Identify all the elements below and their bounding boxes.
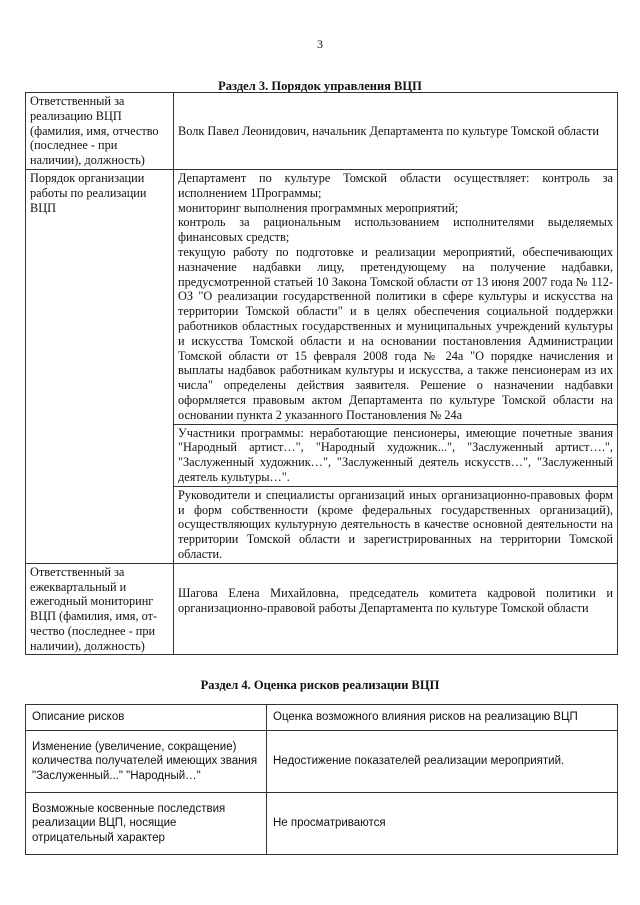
risks-table <box>25 704 618 855</box>
page-number: 3 <box>317 37 323 51</box>
org-paragraph: Департамент по культуре Томской области осуществляет: контроль за исполнением 1Программы; <box>178 170 613 200</box>
section-4-title: Раздел 4. Оценка рисков реализации ВЦП <box>200 678 440 692</box>
risk-description: Возможные косвенные последствия реализации ВЦП, носящие отрицательный характер <box>26 793 267 855</box>
org-paragraph: текущую работу по подготовке и реализации мероприятий, обеспечивающих назначение надбавки лицу, претендующему на получение надбавки, предусмотренной статьей 10 Закона Томской области от 13 июня 2007 года № 112-ОЗ "О реализации государственной политики в сфере культуры и искусства на территории Томской области" и в целях обеспечения социальной поддержки работников областных государственных и муниципальных учреждений культуры и искусства Томской области и на основании постановления Администрации Томской области от 15 февраля 2008 года № 24а "О порядке начисления и выплаты надбавок работникам культуры и искусства, а также пенсионерам из их числа" определены действия заявителя. Решение о назначении надбавки оформляется правовым актом Департамента по культуре Томской области на основании пункта 2 указанного Постановления № 24а <box>178 244 613 422</box>
risk-impact: Не просматриваются <box>267 793 618 855</box>
monitoring-label: Ответственный за ежеквартальный и ежегодный мониторинг ВЦП (фамилия, имя, от-чество (последнее - при наличии), должность) <box>26 563 174 655</box>
table-row <box>26 563 618 655</box>
risk-impact: Недостижение показателей реализации мероприятий. <box>267 731 618 793</box>
table-header-row <box>26 705 618 731</box>
org-label: Порядок организации работы по реализации ВЦП <box>26 169 174 563</box>
monitoring-value: Шагова Елена Михайловна, председатель комитета кадровой политики и организационно-правовой работы Департамента по культуре Томской области <box>174 563 618 655</box>
risks-header-impact: Оценка возможного влияния рисков на реализацию ВЦП <box>267 705 618 731</box>
section-3-title: Раздел 3. Порядок управления ВЦП <box>218 79 422 93</box>
participants-text: Участники программы: неработающие пенсионеры, имеющие почетные звания "Народный артист…", "Народный художник...", "Заслуженный артист….", "Заслуженный художник…", "Заслуженный деятель искусств…", "Заслуженный деятель культуры…". <box>174 424 618 486</box>
org-paragraph: контроль за рациональным использованием исполнителями выделяемых финансовых средств; <box>178 215 613 245</box>
table-row <box>26 793 618 855</box>
table-row <box>26 93 618 170</box>
risk-description: Изменение (увеличение, сокращение) количества получателей имеющих звания "Заслуженный..." "Народный…" <box>26 731 267 793</box>
org-description <box>174 169 618 424</box>
management-table <box>25 92 618 655</box>
org-paragraph: мониторинг выполнения программных мероприятий; <box>178 200 459 215</box>
risks-header-description: Описание рисков <box>26 705 267 731</box>
leaders-text: Руководители и специалисты организаций иных организационно-правовых форм и форм собственности (кроме федеральных государственных организаций), осуществляющих культурную деятельность в качестве основной деятельности на территории Томской области и зарегистрированных на территории Томской области. <box>174 486 618 563</box>
table-row <box>26 731 618 793</box>
responsible-value: Волк Павел Леонидович, начальник Департамента по культуре Томской области <box>174 93 618 170</box>
responsible-label: Ответственный за реализацию ВЦП (фамилия, имя, отчество (последнее - при наличии), должность) <box>26 93 174 170</box>
table-row <box>26 169 618 424</box>
